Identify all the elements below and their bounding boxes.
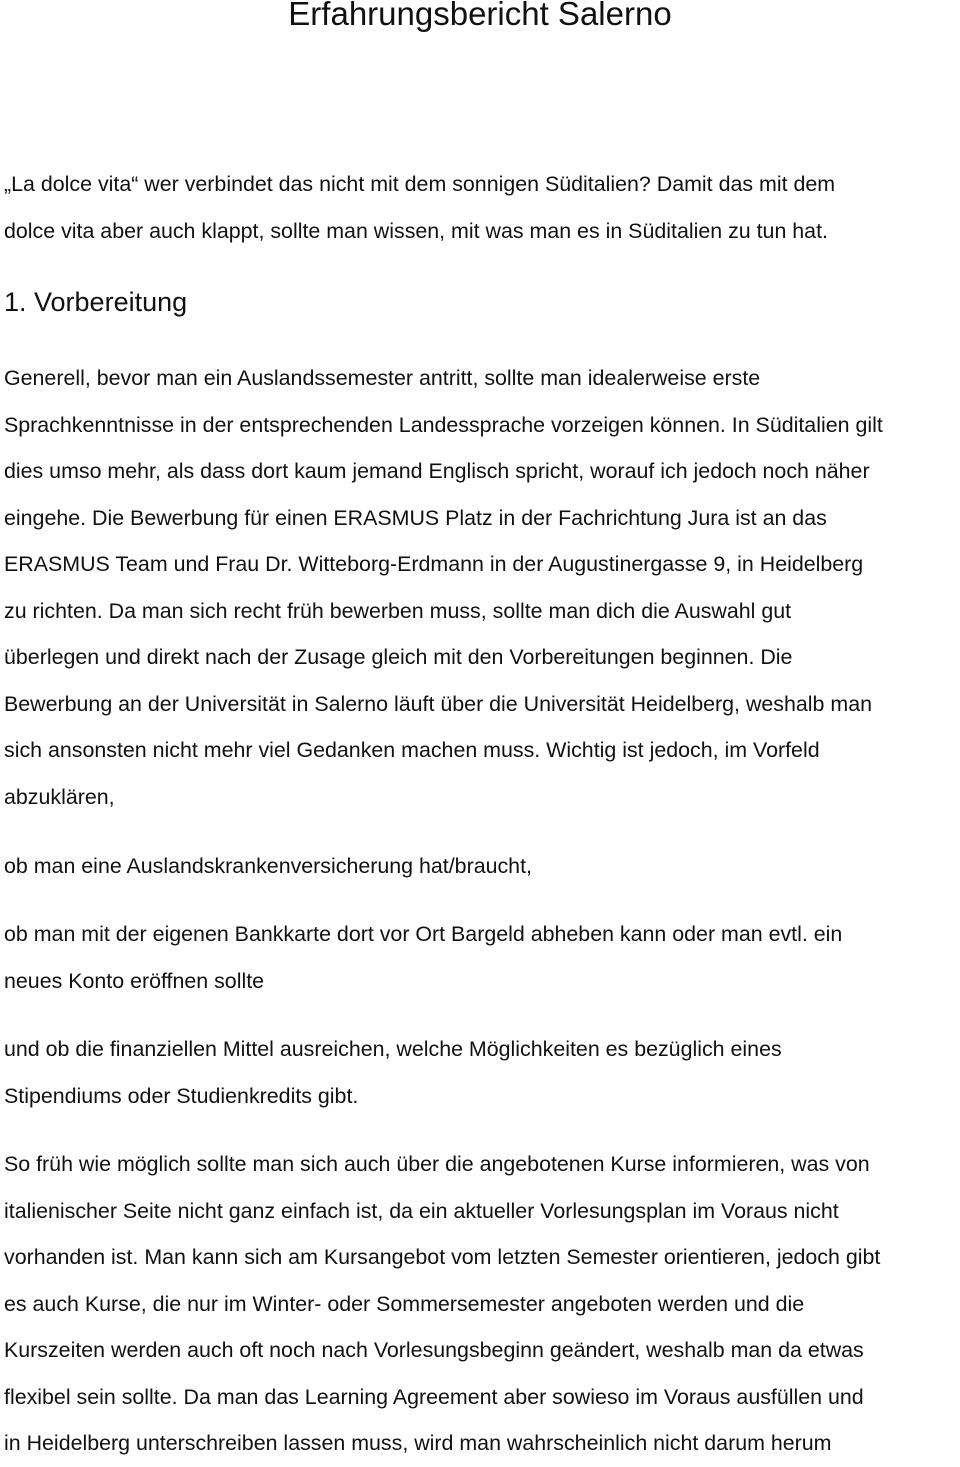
paragraph-line: sich ansonsten nicht mehr viel Gedanken machen muss. Wichtig ist jedoch, im Vorfeld: [4, 738, 820, 762]
paragraph-line: zu richten. Da man sich recht früh bewerben muss, sollte man dich die Auswahl gut: [4, 598, 792, 623]
intro-paragraph: [4, 161, 835, 254]
paragraph-line: es auch Kurse, die nur im Winter- oder Sommersemester angeboten werden und die: [4, 1291, 805, 1316]
list-item-line: ob man mit der eigenen Bankkarte dort vor Ort Bargeld abheben kann oder man evtl. ein: [4, 922, 843, 946]
paragraph-line: vorhanden ist. Man kann sich am Kursangebot vom letzten Semester orientieren, jedoch gibt: [4, 1245, 881, 1269]
paragraph-line: abzuklären,: [4, 784, 115, 809]
paragraph-line: italienischer Seite nicht ganz einfach ist, da ein aktueller Vorlesungsplan im Voraus nicht: [4, 1198, 839, 1223]
paragraph-line: überlegen und direkt nach der Zusage gleich mit den Vorbereitungen beginnen. Die: [4, 645, 793, 669]
paragraph-line: Bewerbung an der Universität in Salerno läuft über die Universität Heidelberg, weshalb man: [4, 691, 872, 716]
paragraph-line: Sprachkenntnisse in der entsprechenden Landessprache vorzeigen können. In Süditalien gilt: [4, 412, 883, 437]
paragraph-line: Generell, bevor man ein Auslandssemester antritt, sollte man idealerweise erste: [4, 366, 761, 390]
paragraph-preparation: [4, 355, 883, 820]
paragraph-line: So früh wie möglich sollte man sich auch über die angebotenen Kurse informieren, was von: [4, 1152, 870, 1176]
paragraph-line: in Heidelberg unterschreiben lassen muss, wird man wahrscheinlich nicht darum herum: [4, 1431, 832, 1455]
document-title: Erfahrungsbericht Salerno: [288, 0, 672, 32]
list-item-line: ob man eine Auslandskrankenversicherung hat/braucht,: [4, 854, 532, 878]
section-heading: 1. Vorbereitung: [4, 287, 188, 317]
list-item: [4, 843, 532, 890]
list-item-line: neues Konto eröffnen sollte: [4, 968, 265, 993]
paragraph-line: dies umso mehr, als dass dort kaum jemand Englisch spricht, worauf ich jedoch noch näher: [4, 459, 870, 483]
paragraph-line: flexibel sein sollte. Da man das Learning Agreement aber sowieso im Voraus ausfüllen und: [4, 1384, 864, 1409]
paragraph-line: Kurszeiten werden auch oft noch nach Vorlesungsbeginn geändert, weshalb man da etwas: [4, 1338, 864, 1362]
paragraph-courses: [4, 1141, 880, 1467]
intro-line: „La dolce vita“ wer verbindet das nicht mit dem sonnigen Süditalien? Damit das mit dem: [4, 172, 836, 196]
list-item: [4, 911, 842, 1004]
list-item: [4, 1026, 782, 1119]
list-item-line: und ob die finanziellen Mittel ausreichen, welche Möglichkeiten es bezüglich eines: [4, 1037, 782, 1061]
intro-line: dolce vita aber auch klappt, sollte man wissen, mit was man es in Süditalien zu tun hat.: [4, 218, 828, 243]
paragraph-line: eingehe. Die Bewerbung für einen ERASMUS Platz in der Fachrichtung Jura ist an das: [4, 505, 827, 530]
paragraph-line: ERASMUS Team und Frau Dr. Witteborg-Erdmann in der Augustinergasse 9, in Heidelberg: [4, 552, 864, 576]
list-item-line: Stipendiums oder Studienkredits gibt.: [4, 1083, 359, 1108]
